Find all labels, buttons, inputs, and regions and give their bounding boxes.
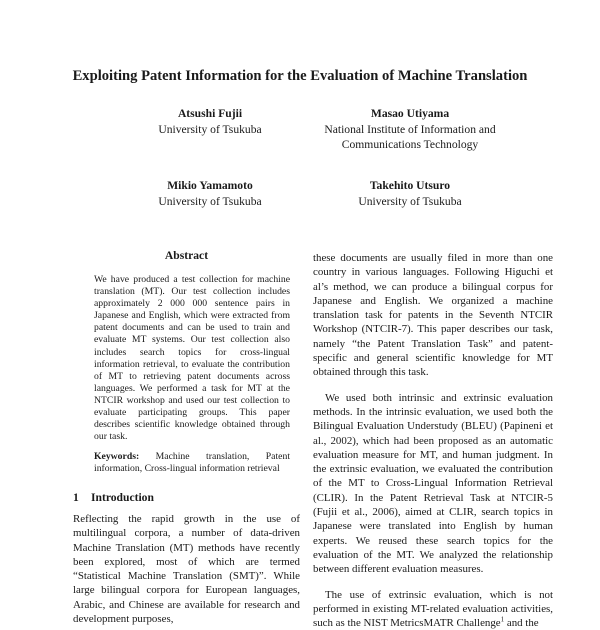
section-heading [73,491,300,505]
author-affiliation: University of Tsukuba [158,194,262,208]
abstract-heading: Abstract [164,249,209,262]
section-title: Introduction [91,491,154,504]
section-number: 1 [73,491,79,504]
author-affiliation: National Institute of Information and Communications Technology [324,122,496,151]
footnote-marker: 1 [500,615,505,624]
author-name: Mikio Yamamoto [167,179,253,192]
author-name: Takehito Utsuro [369,179,451,192]
right-column-body [313,251,553,630]
body-paragraph-tail: and the [504,617,539,630]
body-paragraph: We used both intrinsic and extrinsic evaluation methods. In the intrinsic evaluation, we used both the Bilingual Evaluation Understudy (BLEU) (Papineni et al., 2002), which had been proposed as an automatic evaluation measure for MT, and human judgment. In the extrinsic evaluation, we evaluated the contribution of the MT to Cross-Lingual Information Retrieval (CLIR). In the Patent Retrieval Task at NTCIR-5 (Fujii et al., 2006), aimed at CLIR, search topics in Japanese were translated into English by human experts. We reused these search topics for the evaluation of the MT. We analyzed the relationship between different evaluation measures. [313,391,553,576]
body-paragraph-text: The use of extrinsic evaluation, which is not performed in existing MT-related evaluation activities, such as the NIST MetricsMATR Challenge [313,588,553,630]
abstract [94,274,290,476]
author-name: Atsushi Fujii [177,107,243,120]
keywords [94,451,290,475]
keywords-label: Keywords: [94,451,140,463]
intro-paragraph: Reflecting the rapid growth in the use of multilingual corpora, a number of data-driven Machine Translation (MT) methods have recently been explored, most of which are termed “Statistical Machine Translation (SMT)”. While large bilingual corpora for European languages, Arabic, and Chinese are available for research and development purposes, [73,513,300,626]
body-paragraph [313,588,553,630]
author-affiliation: University of Tsukuba [358,194,462,208]
paper-title: Exploiting Patent Information for the Evaluation of Machine Translation [72,68,528,84]
author-block [300,106,520,153]
author-block [120,178,300,209]
author-affiliation: University of Tsukuba [158,122,262,136]
intro-body [73,512,300,626]
author-name: Masao Utiyama [370,107,450,120]
abstract-text: We have produced a test collection for machine translation (MT). Our test collection includes approximately 2 000 000 sentence pairs in Japanese and English, which were extracted from patent documents and can be used to train and evaluate MT systems. Our test collection also includes search topics for cross-lingual information retrieval, to evaluate the contribution of MT to retrieving patent documents across languages. We performed a task for MT at the NTCIR workshop and used our test collection to evaluate participating groups. This paper describes scientific knowledge obtained through our task. [94,274,290,443]
body-paragraph: these documents are usually filed in more than one country in various languages. Following Higuchi et al’s method, we can produce a bilingual corpus for Japanese and English. We organized a machine translation task for patents in the Seventh NTCIR Workshop (NTCIR-7). This paper describes our task, namely “the Patent Translation Task” and patent-specific and general scientific knowledge for MT obtained through this task. [313,252,553,379]
author-block [300,178,520,209]
keywords-text: Machine translation, Patent information, Cross-lingual information retrieval [94,451,291,475]
author-block [120,106,300,137]
